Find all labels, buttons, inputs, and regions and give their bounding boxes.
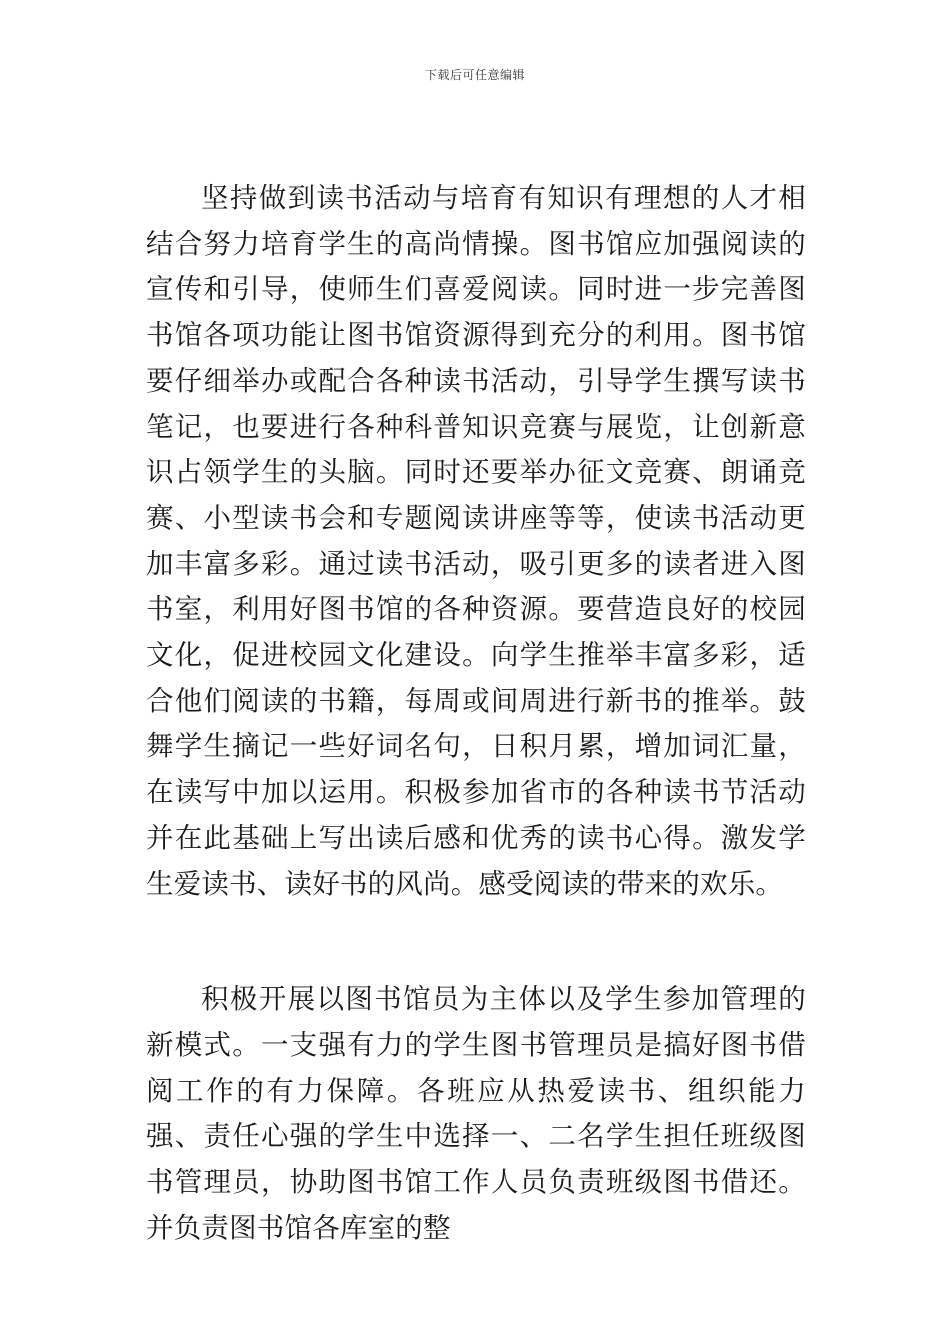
paragraph-student-librarians: 积极开展以图书馆员为主体以及学生参加管理的新模式。一支强有力的学生图书管理员是搞好图书借阅工作的有力保障。各班应从热爱读书、组织能力强、责任心强的学生中选择一、二名学生担任班级图书管理员，协助图书馆工作人员负责班级图书借还。并负责图书馆各库室的整 — [146, 983, 806, 1244]
paragraph-reading-activities: 坚持做到读书活动与培育有知识有理想的人才相结合努力培育学生的高尚情操。图书馆应加强阅读的宣传和引导，使师生们喜爱阅读。同时进一步完善图书馆各项功能让图书馆资源得到充分的利用。图书馆要仔细举办或配合各种读书活动，引导学生撰写读书笔记，也要进行各种科普知识竞赛与展览，让创新意识占领学生的头脑。同时还要举办征文竞赛、朗诵竞赛、小型读书会和专题阅读讲座等等，使读书活动更加丰富多彩。通过读书活动，吸引更多的读者进入图书室，利用好图书馆的各种资源。要营造良好的校园文化，促进校园文化建设。向学生推举丰富多彩，适合他们阅读的书籍，每周或间周进行新书的推举。鼓舞学生摘记一些好词名句，日积月累，增加词汇量，在读写中加以运用。积极参加省市的各种读书节活动并在此基础上写出读后感和优秀的读书心得。激发学生爱读书、读好书的风尚。感受阅读的带来的欢乐。 — [146, 182, 806, 900]
page-header: 下载后可任意编辑 — [424, 68, 525, 82]
document-body — [146, 176, 806, 1251]
